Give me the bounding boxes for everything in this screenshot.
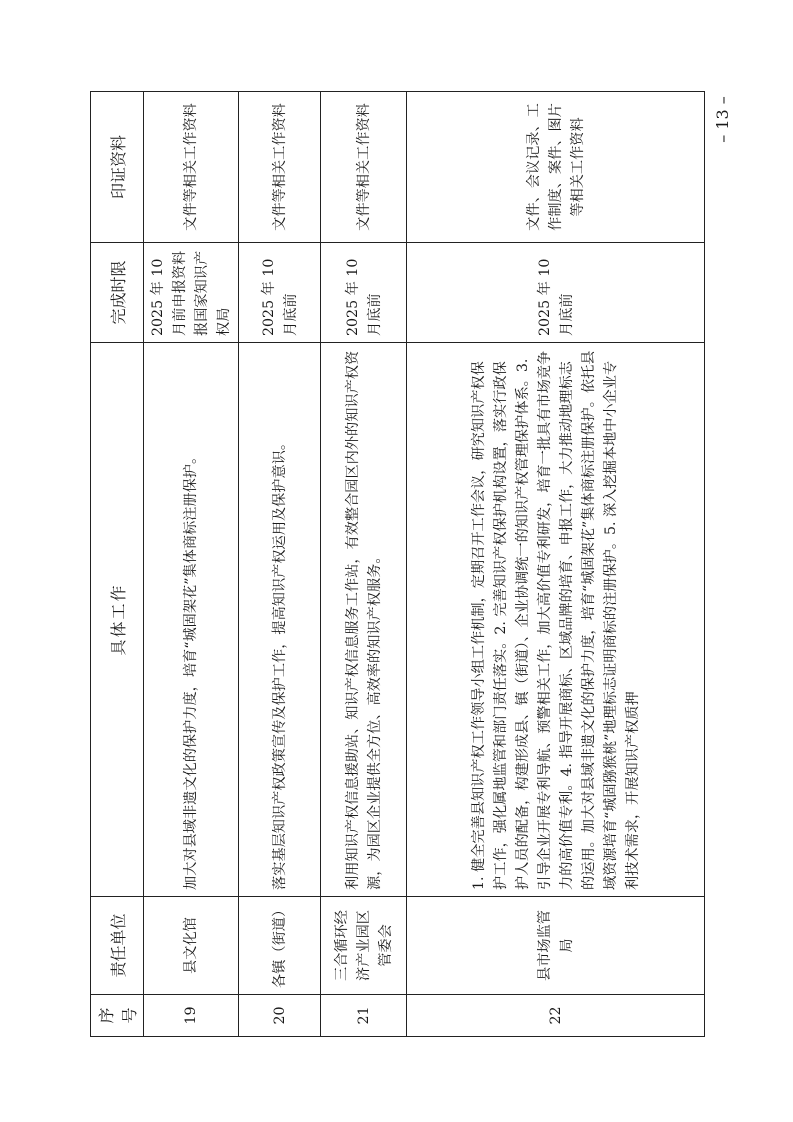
row-number: 20 [239,995,321,1037]
deadline: 2025 年 10 月底前 [239,243,321,343]
responsible-unit: 三合循环经济产业园区管委会 [321,897,407,995]
evidence: 文件等相关工作资料 [144,92,239,243]
table-row [407,92,705,1037]
deadline: 2025 年 10 月前申报资料报国家知识产权局 [144,243,239,343]
evidence: 文件等相关工作资料 [321,92,407,243]
responsible-unit: 各镇（街道） [239,897,321,995]
deadline: 2025 年 10 月底前 [321,243,407,343]
work-description: 利用知识产权信息援助站、知识产权信息服务工作站，有效整合园区内外的知识产权资源，为园区企业提供全方位、高效率的知识产权服务。 [321,343,407,897]
header-deadline: 完成时限 [91,243,144,343]
page-number: – 13 – [712,96,732,143]
header-responsible-unit: 责任单位 [91,897,144,995]
responsible-unit: 县市场监管局 [407,897,705,995]
work-description: 落实基层知识产权政策宣传及保护工作，提高知识产权运用及保护意识。 [239,343,321,897]
row-number: 21 [321,995,407,1037]
evidence: 文件等相关工作资料 [239,92,321,243]
work-task-table [90,91,705,1037]
header-specific-work: 具体工作 [91,343,144,897]
evidence: 文件、会议记录、工作制度、案件、图片等相关工作资料 [407,92,705,243]
rotated-table-wrapper [90,92,705,1037]
table-header-row [91,92,144,1037]
table-row [144,92,239,1037]
responsible-unit: 县文化馆 [144,897,239,995]
deadline: 2025 年 10 月底前 [407,243,705,343]
table-row [321,92,407,1037]
header-evidence: 印证资料 [91,92,144,243]
row-number: 22 [407,995,705,1037]
work-description: 1. 健全完善县知识产权工作领导小组工作机制，定期召开工作会议，研究知识产权保护工作，强化属地监管和部门责任落实。2. 完善知识产权保护机构设置，落实行政保护人员的配备，构建形成县、镇（街道）、企业协调统一的知识产权管理保护体系。3. 引导企业开展专利导航、预警相关工作，加大高价值专利研发，培育一批具有市场竞争力的高价值专利。4. 指导开展商标、区域品牌的培育、申报工作，大力推动地理标志的运用。加大对县域非遗文化的保护力度，培育“城固架花”集体商标注册保护。依托县域资源培育“城固猕猴桃”地理标志证明商标的注册保护。5. 深入挖掘本地中小企业专利技术需求，开展知识产权质押 [407,343,705,897]
work-description: 加大对县域非遗文化的保护力度，培育“城固架花”集体商标注册保护。 [144,343,239,897]
header-no: 序号 [91,995,144,1037]
row-number: 19 [144,995,239,1037]
table-row [239,92,321,1037]
